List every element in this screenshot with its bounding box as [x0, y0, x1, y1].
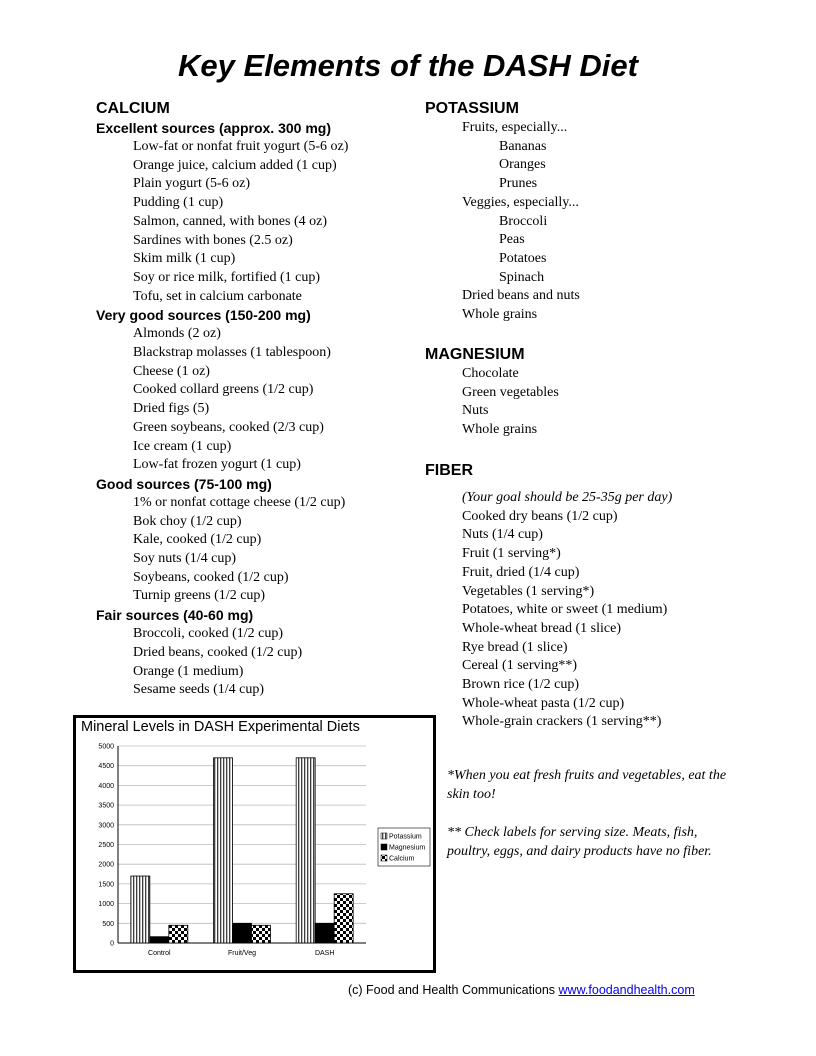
- list-item: Fruit, dried (1/4 cup): [462, 564, 580, 580]
- x-tick-label: DASH: [314, 950, 335, 957]
- fiber-section: [425, 461, 765, 732]
- list-item: Green vegetables: [462, 384, 559, 400]
- bar-magnesium-dash: [315, 923, 334, 943]
- list-item: Broccoli, cooked (1/2 cup): [133, 626, 284, 642]
- list-item: Peas: [499, 232, 525, 248]
- list-item: Kale, cooked (1/2 cup): [133, 532, 262, 548]
- list-item: Dried figs (5): [133, 401, 210, 417]
- bar-potassium-fruit-veg: [214, 758, 233, 943]
- list-item: Whole-wheat pasta (1/2 cup): [462, 695, 625, 711]
- magnesium-list: [425, 365, 755, 440]
- y-tick-label: 4500: [98, 763, 114, 771]
- fiber-heading: FIBER: [425, 462, 473, 479]
- list-item: Fruits, especially...: [462, 120, 568, 135]
- bar-magnesium-control: [150, 937, 169, 943]
- legend-swatch: [381, 844, 387, 850]
- list-item: Cooked dry beans (1/2 cup): [462, 508, 618, 524]
- x-tick-label: Control: [148, 950, 171, 957]
- list-item: Brown rice (1/2 cup): [462, 677, 580, 693]
- x-tick-label: Fruit/Veg: [227, 950, 257, 957]
- y-tick-label: 1000: [98, 901, 114, 909]
- list-item: Nuts: [462, 403, 489, 419]
- y-tick-label: 5000: [98, 743, 114, 751]
- list-item: Chocolate: [462, 366, 519, 381]
- list-item: Nuts (1/4 cup): [462, 527, 543, 543]
- calcium-heading: CALCIUM: [96, 100, 170, 117]
- potassium-heading: POTASSIUM: [425, 100, 519, 117]
- footer-copyright: (c) Food and Health Communications: [348, 983, 556, 997]
- footer-link[interactable]: www.foodandhealth.com: [558, 983, 695, 997]
- legend-swatch: [381, 855, 387, 861]
- fiber-list: [425, 508, 765, 732]
- magnesium-section: [425, 345, 755, 440]
- list-item: Sesame seeds (1/4 cup): [133, 682, 265, 698]
- list-item: Whole-grain crackers (1 serving**): [462, 714, 662, 730]
- calcium-section: [96, 99, 416, 700]
- fiber-goal: (Your goal should be 25-35g per day): [462, 490, 673, 505]
- list-item: Bananas: [499, 138, 547, 154]
- list-item: Skim milk (1 cup): [133, 251, 236, 267]
- list-item: Cooked collard greens (1/2 cup): [133, 382, 314, 398]
- y-tick-label: 2000: [98, 861, 114, 869]
- list-item: Spinach: [499, 269, 545, 285]
- list-item: Almonds (2 oz): [133, 326, 221, 342]
- list-item: Dried beans and nuts: [462, 288, 580, 304]
- list-item: Potatoes, white or sweet (1 medium): [462, 602, 668, 618]
- list-item: Potatoes: [499, 250, 547, 266]
- y-tick-label: 3000: [98, 822, 114, 830]
- list-item: Dried beans, cooked (1/2 cup): [133, 644, 303, 660]
- legend-label: Calcium: [389, 855, 415, 863]
- mineral-chart: [73, 715, 436, 973]
- y-tick-label: 1500: [98, 881, 114, 889]
- list-item: 1% or nonfat cottage cheese (1/2 cup): [133, 494, 346, 510]
- y-tick-label: 0: [110, 940, 114, 948]
- list-item: Broccoli: [499, 213, 548, 229]
- list-item: Soy nuts (1/4 cup): [133, 551, 237, 567]
- bar-calcium-control: [169, 925, 188, 943]
- list-item: Veggies, especially...: [462, 194, 579, 210]
- list-item: Tofu, set in calcium carbonate: [133, 288, 302, 304]
- calcium-group-label: Fair sources (40-60 mg): [96, 607, 254, 624]
- list-item: Orange juice, calcium added (1 cup): [133, 157, 337, 173]
- y-tick-label: 500: [102, 920, 114, 928]
- bar-calcium-fruit-veg: [252, 925, 271, 943]
- list-item: Whole grains: [462, 422, 538, 438]
- list-item: Oranges: [499, 157, 546, 173]
- list-item: Rye bread (1 slice): [462, 639, 568, 655]
- y-tick-label: 4000: [98, 782, 114, 790]
- footer: [348, 983, 695, 997]
- page-title: Key Elements of the DASH Diet: [178, 48, 638, 83]
- list-item: Low-fat or nonfat fruit yogurt (5-6 oz): [133, 139, 349, 154]
- calcium-group-label: Very good sources (150-200 mg): [96, 307, 311, 324]
- list-item: Vegetables (1 serving*): [462, 583, 595, 599]
- bar-magnesium-fruit-veg: [233, 923, 252, 943]
- list-item: Ice cream (1 cup): [133, 438, 232, 454]
- calcium-group-label: Good sources (75-100 mg): [96, 475, 272, 492]
- list-item: Soy or rice milk, fortified (1 cup): [133, 269, 321, 285]
- chart-plot: [76, 718, 433, 970]
- list-item: Prunes: [499, 176, 538, 192]
- footnote-labels: ** Check labels for serving size. Meats, fish, poultry, eggs, and dairy products have no fiber.: [447, 825, 712, 859]
- bar-potassium-dash: [296, 758, 315, 943]
- potassium-list: [425, 119, 755, 325]
- list-item: Soybeans, cooked (1/2 cup): [133, 569, 289, 585]
- list-item: Turnip greens (1/2 cup): [133, 588, 266, 604]
- list-item: Pudding (1 cup): [133, 195, 224, 211]
- list-item: Sardines with bones (2.5 oz): [133, 232, 293, 248]
- magnesium-heading: MAGNESIUM: [425, 346, 525, 363]
- list-item: Bok choy (1/2 cup): [133, 513, 242, 529]
- potassium-section: [425, 99, 755, 325]
- legend-label: Potassium: [389, 833, 422, 841]
- list-item: Plain yogurt (5-6 oz): [133, 176, 251, 192]
- list-item: Cereal (1 serving**): [462, 658, 578, 674]
- list-item: Orange (1 medium): [133, 663, 244, 679]
- calcium-groups: [96, 119, 416, 700]
- legend-swatch: [381, 833, 387, 839]
- chart-title: Mineral Levels in DASH Experimental Diets: [81, 719, 360, 735]
- calcium-group-label: Excellent sources (approx. 300 mg): [96, 120, 331, 136]
- list-item: Blackstrap molasses (1 tablespoon): [133, 345, 331, 361]
- bar-calcium-dash: [334, 894, 353, 943]
- bar-potassium-control: [131, 876, 150, 943]
- list-item: Salmon, canned, with bones (4 oz): [133, 213, 328, 229]
- legend-label: Magnesium: [389, 844, 426, 852]
- list-item: Fruit (1 serving*): [462, 546, 561, 562]
- list-item: Whole grains: [462, 307, 538, 323]
- y-tick-label: 2500: [98, 842, 114, 849]
- list-item: Whole-wheat bread (1 slice): [462, 620, 621, 636]
- list-item: Low-fat frozen yogurt (1 cup): [133, 457, 301, 473]
- footnote-skin: *When you eat fresh fruits and vegetables, eat the skin too!: [447, 768, 727, 802]
- list-item: Green soybeans, cooked (2/3 cup): [133, 419, 324, 435]
- list-item: Cheese (1 oz): [133, 363, 210, 379]
- y-tick-label: 3500: [98, 802, 114, 810]
